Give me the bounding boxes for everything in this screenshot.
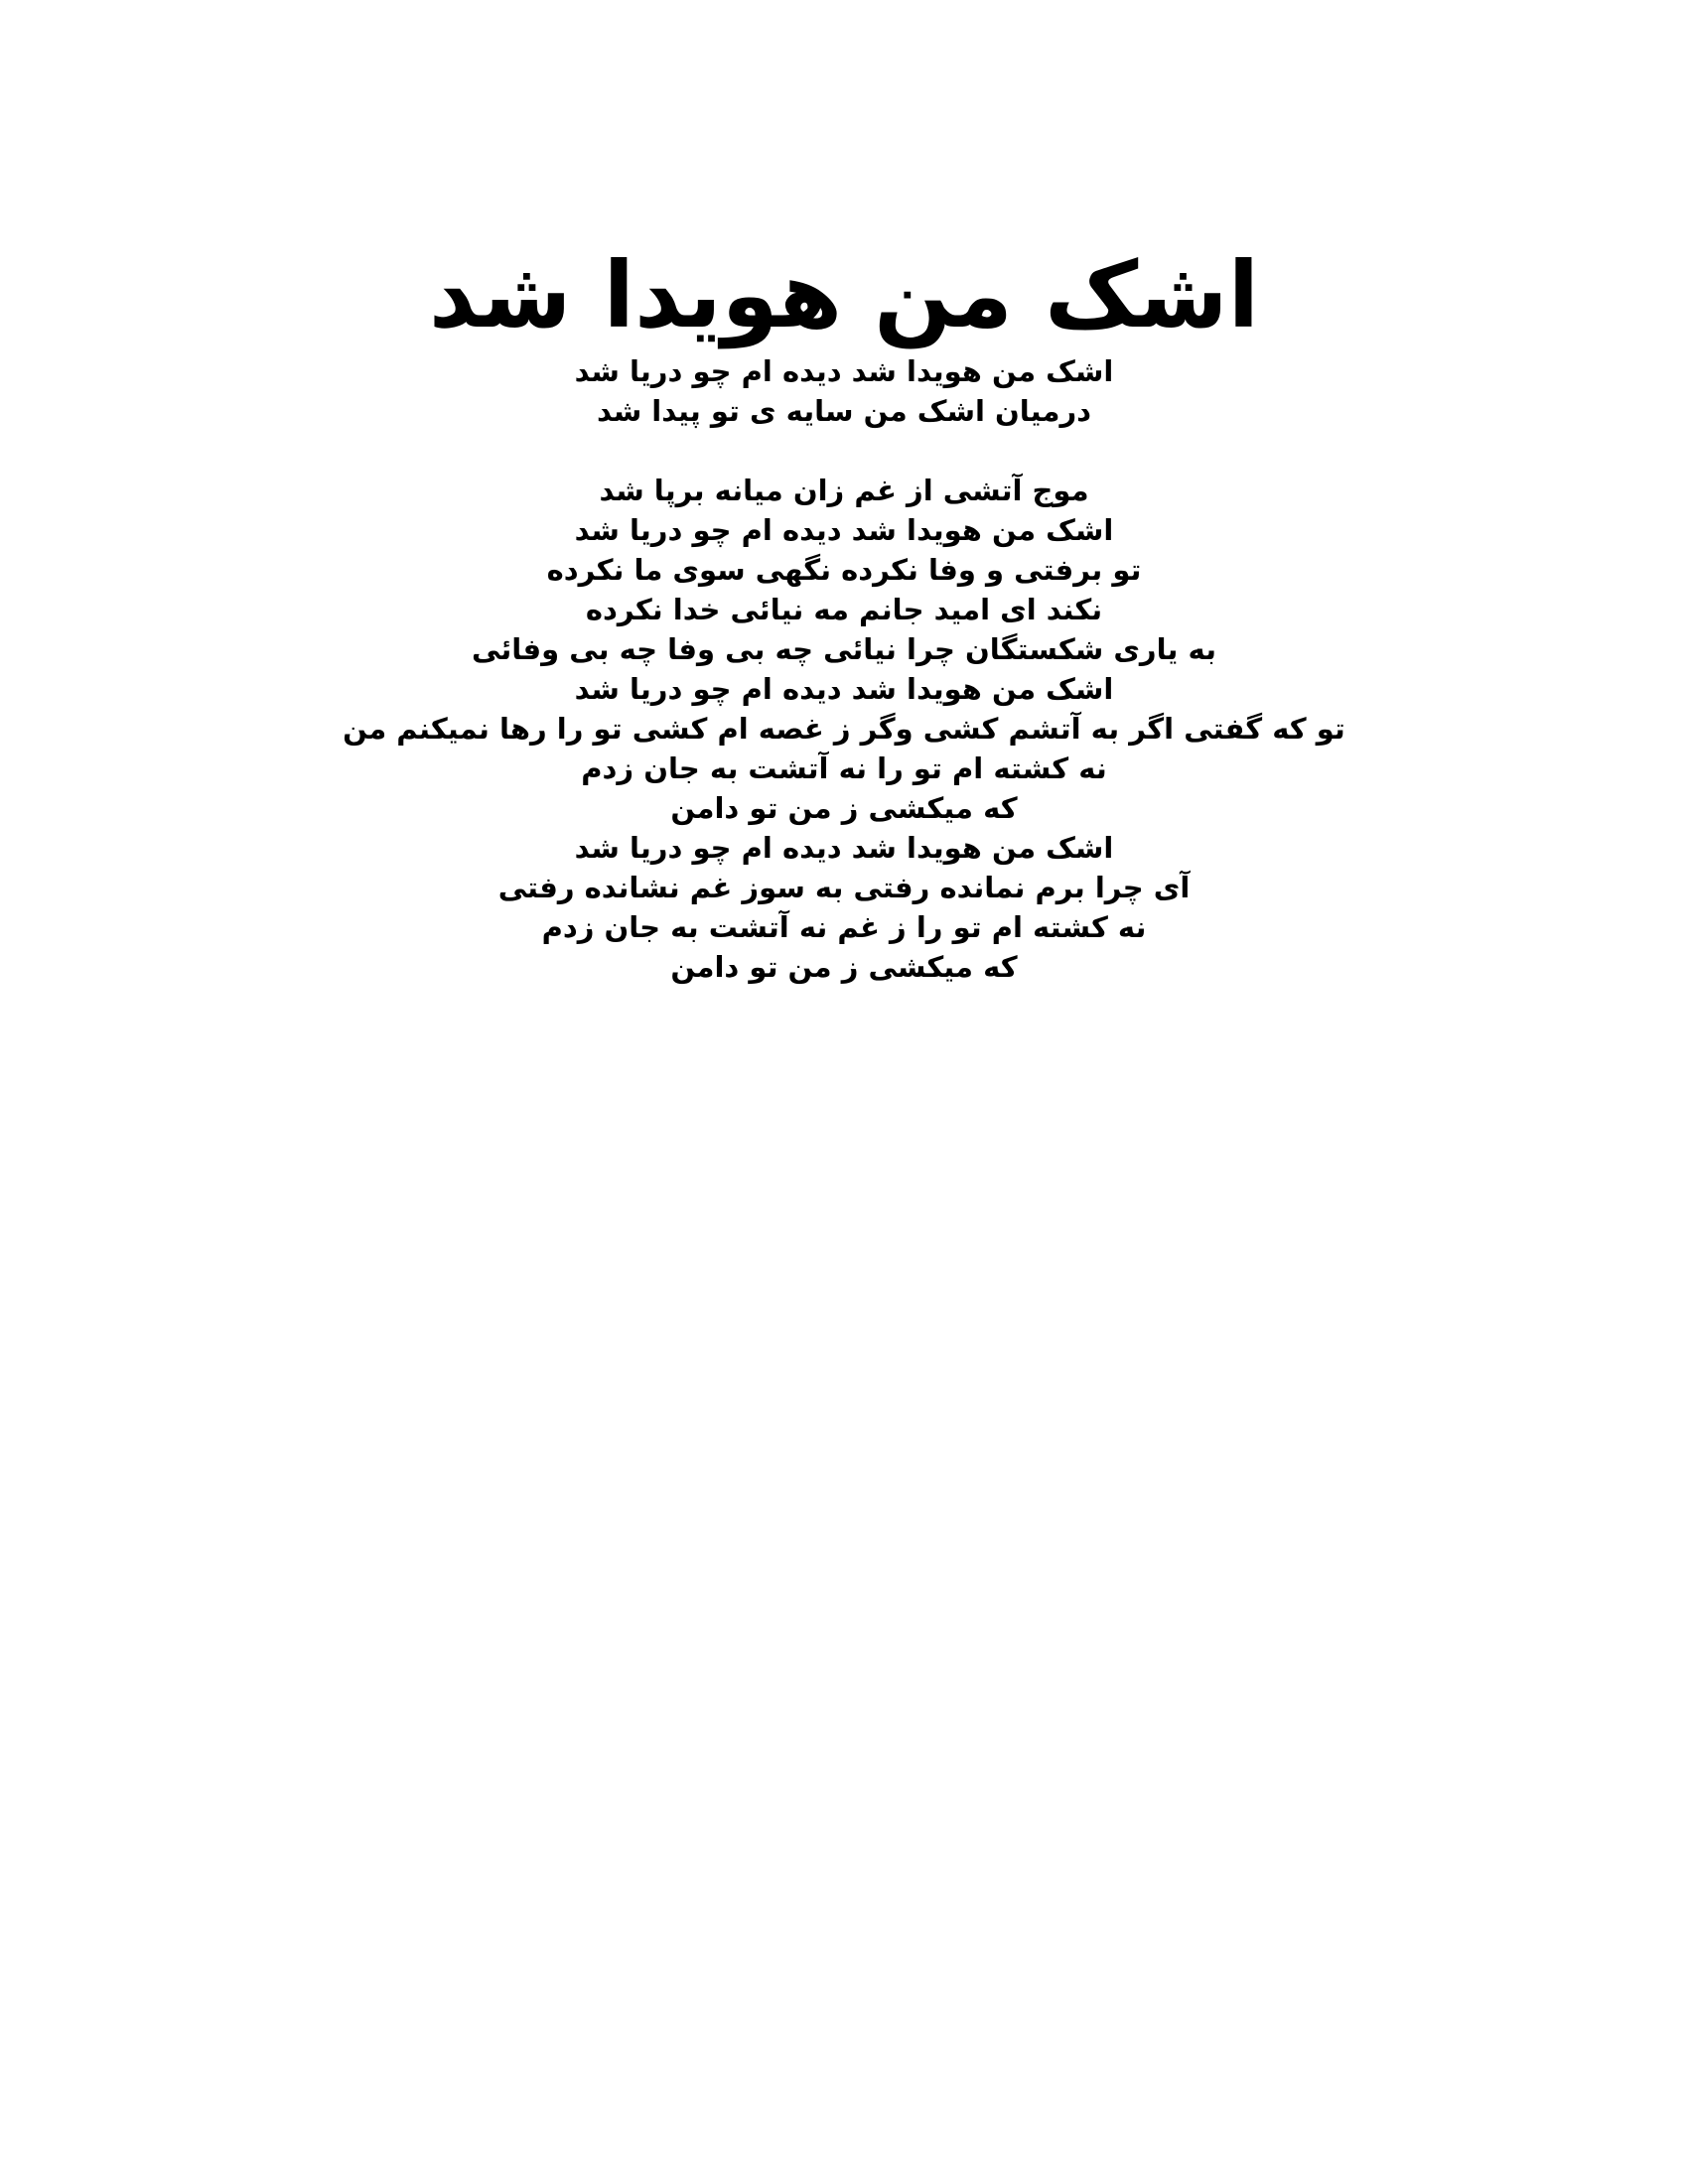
poem-line: اشک من هویدا شد دیده ام چو دریا شد [574, 513, 1114, 547]
poem-line: که میکشی ز من تو دامن [670, 791, 1018, 825]
poem-line: تو که گفتی اگر به آتشم کشی وگر ز غصه ام کشی تو را رها نمیکنم من [343, 712, 1345, 746]
poem-line: آی چرا برم نمانده رفتی به سوز غم نشانده رفتی [497, 871, 1191, 904]
poem-line: نه کشته ام تو را ز غم نه آتشت به جان زدم [541, 910, 1147, 944]
poem-line: به یاری شکستگان چرا نیائی چه بی وفا چه بی وفائی [472, 632, 1216, 666]
poem-line: موج آتشی از غم زان میانه برپا شد [599, 474, 1089, 507]
blank-line [0, 431, 1688, 471]
poem-line: اشک من هویدا شد دیده ام چو دریا شد [574, 354, 1114, 388]
poem-line: درمیان اشک من سایه ی تو پیدا شد [596, 394, 1092, 428]
poem-line: تو برفتی و وفا نکرده نگهی سوی ما نکرده [546, 553, 1142, 587]
poem-line: که میکشی ز من تو دامن [670, 950, 1018, 984]
poem-line: اشک من هویدا شد دیده ام چو دریا شد [574, 831, 1114, 865]
poem-title: اشک من هویدا شد [428, 242, 1260, 348]
poem-line: نکند ای امید جانم مه نیائی خدا نکرده [585, 593, 1103, 626]
poem-body [0, 242, 1688, 987]
poem-line: اشک من هویدا شد دیده ام چو دریا شد [574, 672, 1114, 706]
poem-line: نه کشته ام تو را نه آتشت به جان زدم [581, 751, 1107, 785]
